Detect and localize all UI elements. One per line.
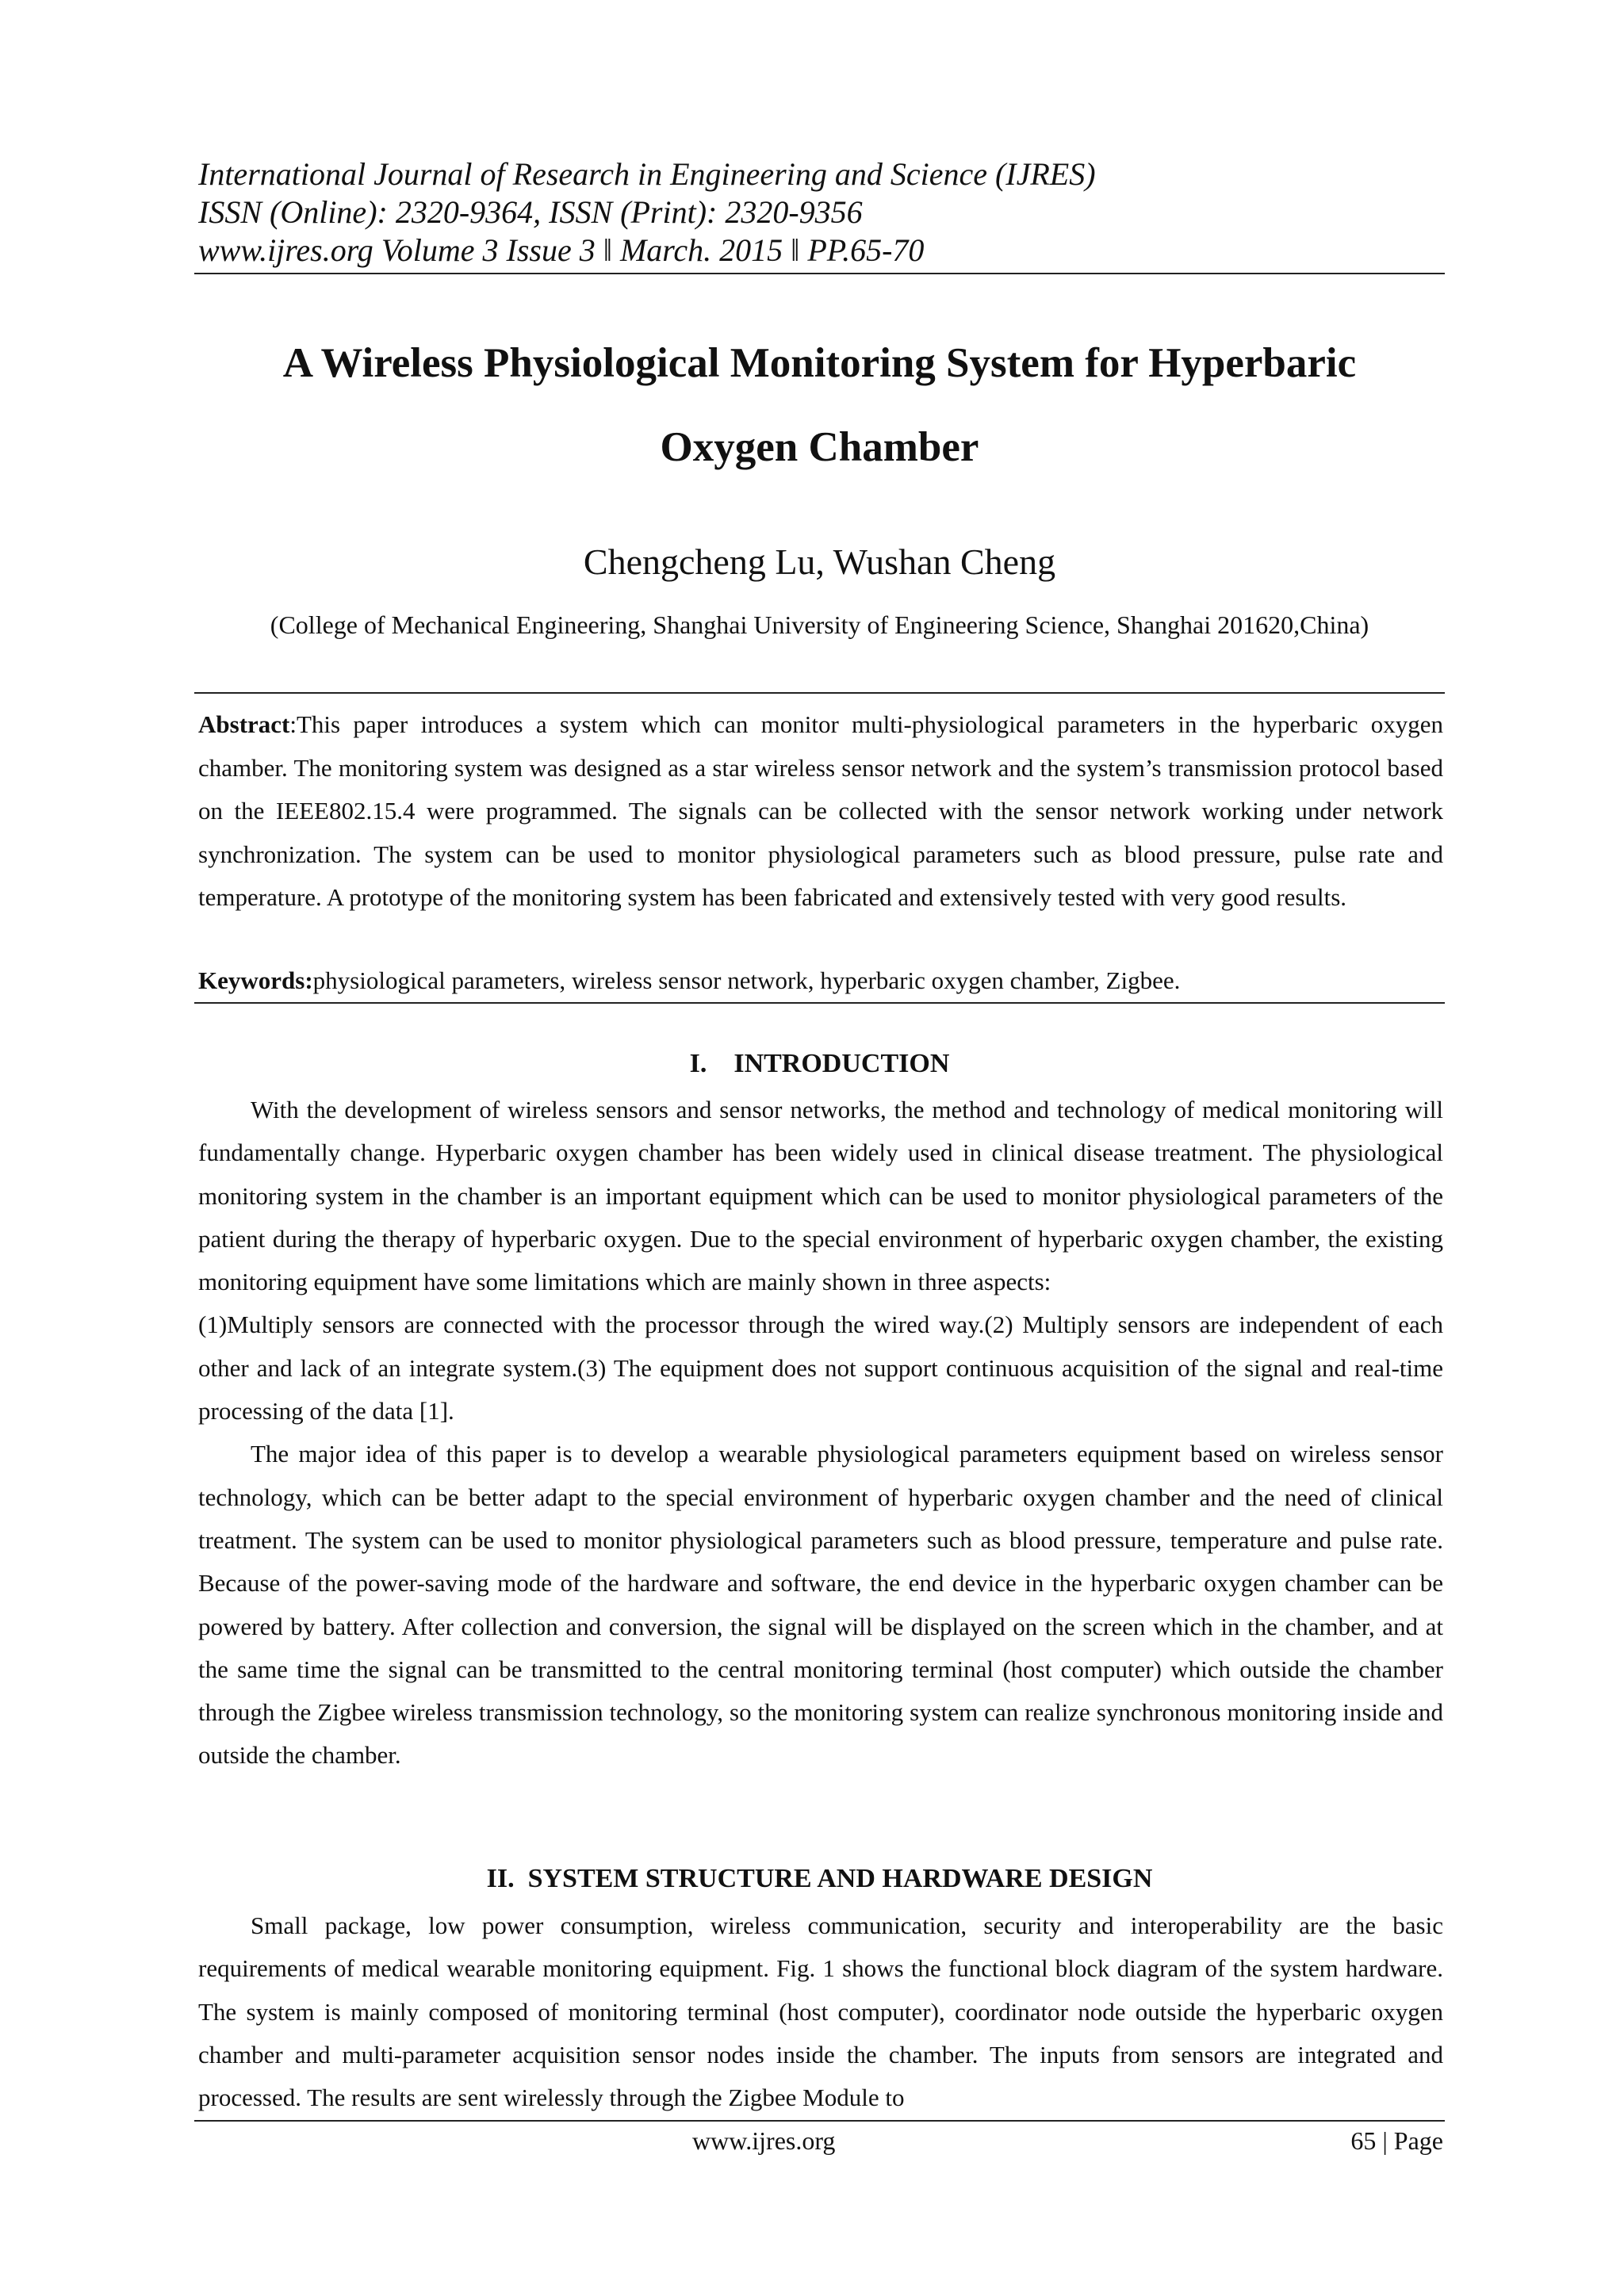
section-heading-introduction: I. INTRODUCTION [689, 1049, 950, 1078]
intro-paragraph-1: With the development of wireless sensors and sensor networks, the method and technology of medical monitoring will fundamentally change. Hyperbaric oxygen chamber has been widely used in clinical disease treatment. The physiological monitoring system in the chamber is an important equipment which can be used to monitor physiological parameters of the patient during the therapy of hyperbaric oxygen. Due to the special environment of hyperbaric oxygen chamber, the existing monitoring equipment have some limitations which are mainly shown in three aspects: [198, 1096, 1443, 1296]
abstract-bottom-rule [194, 1002, 1445, 1004]
keywords-label: Keywords: [198, 966, 313, 994]
abstract-label: Abstract [198, 710, 290, 738]
system-structure-body [198, 1904, 1443, 2119]
journal-header [198, 155, 1443, 270]
abstract-text: :This paper introduces a system which can monitor multi-physiological parameters in the hyperbaric oxygen chamber. The monitoring system was designed as a star wireless sensor network and the system’s transmission protocol based on the IEEE802.15.4 were programmed. The signals can be collected with the sensor network working under network synchronization. The system can be used to monitor physiological parameters such as blood pressure, pulse rate and temperature. A prototype of the monitoring system has been fabricated and extensively tested with very good results. [198, 710, 1443, 911]
issn-line: ISSN (Online): 2320-9364, ISSN (Print): 2320-9356 [198, 194, 863, 230]
section-heading-system-structure: II. SYSTEM STRUCTURE AND HARDWARE DESIGN [486, 1864, 1153, 1893]
footer-rule [194, 2120, 1445, 2122]
abstract [198, 703, 1443, 920]
paper-title [194, 321, 1445, 489]
footer-page-number: 65 | Page [1350, 2126, 1443, 2155]
introduction-body [198, 1089, 1443, 1777]
volume-line: www.ijres.org Volume 3 Issue 3 ǁ March. 2015 ǁ PP.65-70 [198, 232, 925, 268]
keywords [198, 959, 1443, 1002]
authors: Chengcheng Lu, Wushan Cheng [583, 541, 1056, 582]
abstract-top-rule [194, 692, 1445, 694]
intro-paragraph-3: The major idea of this paper is to develop a wearable physiological parameters equipment based on wireless sensor technology, which can be better adapt to the special environment of hyperbaric oxygen chamber and the need of clinical treatment. The system can be used to monitor physiological parameters such as blood pressure, temperature and pulse rate. Because of the power-saving mode of the hardware and software, the end device in the hyperbaric oxygen chamber can be powered by battery. After collection and conversion, the signal will be displayed on the screen which in the chamber, and at the same time the signal can be transmitted to the central monitoring terminal (host computer) which outside the chamber through the Zigbee wireless transmission technology, so the monitoring system can realize synchronous monitoring inside and outside the chamber. [198, 1440, 1443, 1770]
intro-paragraph-2: (1)Multiply sensors are connected with the processor through the wired way.(2) Multiply sensors are independent of each other and lack of an integrate system.(3) The equipment does not support continuous acquisition of the signal and real-time processing of the data [1]. [198, 1311, 1443, 1425]
title-line-1: A Wireless Physiological Monitoring System for Hyperbaric [282, 340, 1357, 386]
header-rule [194, 273, 1445, 274]
title-line-2: Oxygen Chamber [660, 424, 979, 470]
footer-website: www.ijres.org [692, 2126, 836, 2155]
keywords-text: physiological parameters, wireless sensor network, hyperbaric oxygen chamber, Zigbee. [312, 966, 1181, 994]
affiliation: (College of Mechanical Engineering, Shanghai University of Engineering Science, Shanghai 201620,China) [270, 610, 1369, 639]
journal-name: International Journal of Research in Engineering and Science (IJRES) [198, 156, 1096, 192]
system-paragraph-1: Small package, low power consumption, wireless communication, security and interoperability are the basic requirements of medical wearable monitoring equipment. Fig. 1 shows the functional block diagram of the system hardware. The system is mainly composed of monitoring terminal (host computer), coordinator node outside the hyperbaric oxygen chamber and multi-parameter acquisition sensor nodes inside the chamber. The inputs from sensors are integrated and processed. The results are sent wirelessly through the Zigbee Module to [198, 1911, 1443, 2112]
